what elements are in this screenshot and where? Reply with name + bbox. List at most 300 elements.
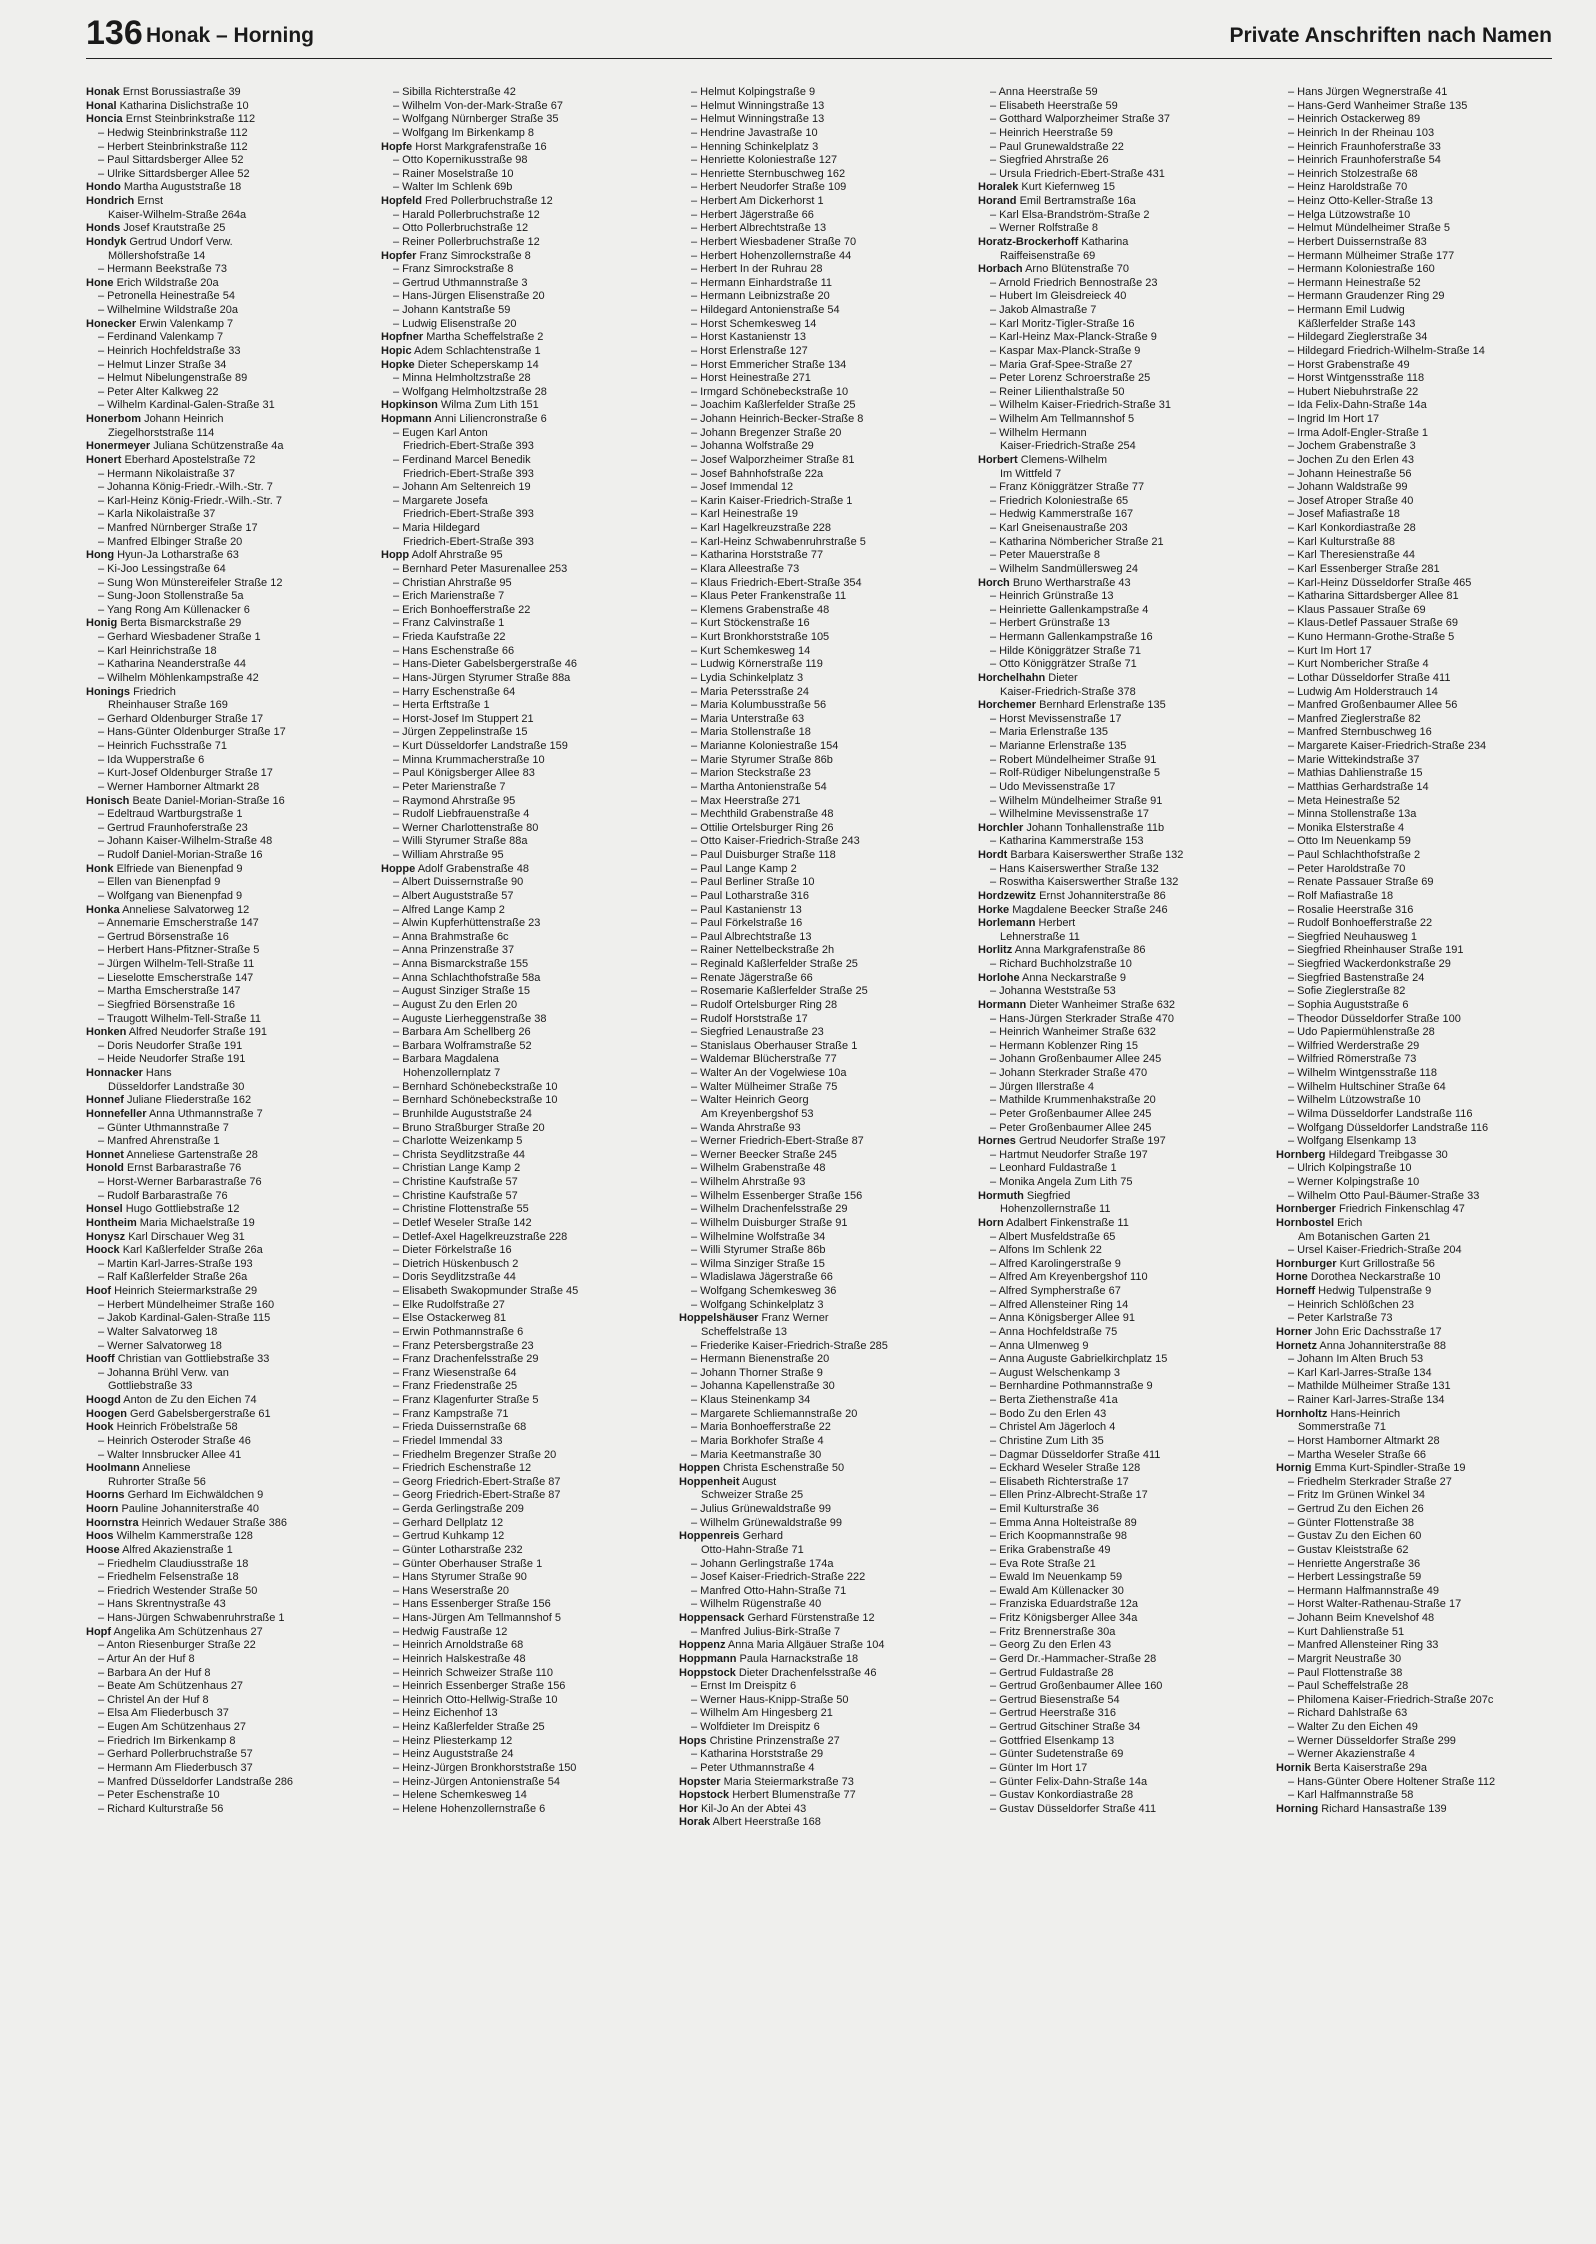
entry-text: – Siegfried Neuhausweg 1	[1288, 930, 1418, 943]
entry-text: – Günter Sudetenstraße 69	[990, 1748, 1124, 1761]
directory-entry	[679, 1694, 959, 1708]
entry-text: – Anna Brahmstraße 6c	[393, 930, 509, 943]
directory-entry	[679, 100, 959, 114]
entry-text: – Wilhelm Am Tellmannshof 5	[990, 413, 1135, 425]
entry-text: – Ferdinand Marcel Benedik	[393, 453, 531, 466]
directory-entry	[978, 440, 1258, 454]
directory-entry	[1276, 1639, 1556, 1653]
directory-entry	[381, 686, 661, 700]
entry-text: Adolf Grabenstraße 48	[417, 862, 529, 875]
entry-text: – Martha Weseler Straße 66	[1288, 1448, 1426, 1461]
directory-entry	[86, 1244, 366, 1258]
directory-entry	[86, 1435, 366, 1449]
directory-entry	[86, 1162, 366, 1176]
entry-text: Hildegard Treibgasse 30	[1328, 1148, 1448, 1161]
directory-entry	[1276, 100, 1556, 114]
directory-entry	[1276, 1667, 1556, 1681]
entry-text: – Hans-Jürgen Am Tellmannshof 5	[393, 1612, 561, 1624]
entry-text: – Margarete Schliemannstraße 20	[691, 1407, 858, 1420]
entry-text: – Werner Beecker Straße 245	[691, 1148, 837, 1161]
entry-text: Bruno Wertharstraße 43	[1012, 576, 1131, 589]
surname: Honysz	[86, 1230, 126, 1243]
entry-text: – Leonhard Fuldastraße 1	[990, 1162, 1117, 1175]
entry-text: – Hans-Jürgen Sterkrader Straße 470	[990, 1012, 1175, 1025]
directory-entry	[679, 1258, 959, 1272]
entry-text: – Margarete Josefa	[393, 494, 488, 507]
entry-text: – Rudolf Daniel-Morian-Straße 16	[98, 849, 263, 861]
directory-entry	[381, 236, 661, 250]
entry-text: – Johann Bregenzer Straße 20	[691, 426, 842, 439]
directory-entry	[978, 359, 1258, 373]
entry-text: – Yang Rong Am Küllenacker 6	[98, 603, 250, 616]
entry-text: – Maria Kolumbusstraße 56	[691, 699, 827, 712]
entry-text: – Heinrich Heerstraße 59	[990, 126, 1113, 139]
entry-text: – Alfons Im Schlenk 22	[990, 1244, 1102, 1257]
directory-entry	[86, 277, 366, 291]
directory-entry	[1276, 781, 1556, 795]
directory-entry	[86, 1776, 366, 1790]
directory-entry	[86, 563, 366, 577]
entry-text: – Hermann Nikolaistraße 37	[98, 467, 235, 480]
directory-entry	[1276, 549, 1556, 563]
entry-text: – Jochen Zu den Erlen 43	[1288, 453, 1414, 466]
entry-text: – Wilhelm Ahrstraße 93	[691, 1176, 806, 1188]
directory-entry	[86, 904, 366, 918]
entry-text: – Emma Anna Holteistraße 89	[990, 1516, 1137, 1529]
entry-text: – Richard Dahlstraße 63	[1288, 1707, 1408, 1720]
directory-entry	[1276, 481, 1556, 495]
entry-text: – Paul Berliner Straße 10	[691, 876, 815, 889]
entry-text: – Herbert Lessingstraße 59	[1288, 1571, 1422, 1584]
entry-text: – Hans Weserstraße 20	[393, 1584, 509, 1597]
entry-text: – Herbert Am Dickerhorst 1	[691, 195, 824, 207]
entry-text: – Stanislaus Oberhauser Straße 1	[691, 1039, 858, 1052]
entry-text: Friedrich-Ebert-Straße 393	[403, 535, 534, 548]
entry-text: – Udo Papiermühlenstraße 28	[1288, 1026, 1435, 1039]
directory-entry	[381, 740, 661, 754]
directory-entry	[381, 1626, 661, 1640]
entry-text: – Gerda Gerlingstraße 209	[393, 1503, 524, 1515]
entry-text: – Kurt Düsseldorfer Landstraße 159	[393, 740, 568, 752]
directory-entry	[86, 1612, 366, 1626]
entry-text: – Albert Duissernstraße 90	[393, 876, 524, 889]
directory-entry	[679, 1299, 959, 1313]
directory-entry	[679, 985, 959, 999]
entry-text: – Günter Oberhauser Straße 1	[393, 1557, 543, 1570]
entry-text: – Heinz Eichenhof 13	[393, 1707, 498, 1720]
entry-text: – Bernhardine Pothmannstraße 9	[990, 1380, 1153, 1393]
directory-entry	[86, 141, 366, 155]
directory-entry	[978, 1626, 1258, 1640]
entry-text: – Katharina Nömbericher Straße 21	[990, 535, 1164, 548]
surname: Hopf	[86, 1625, 112, 1638]
entry-text: Johann Tonhallenstraße 11b	[1026, 821, 1165, 834]
entry-text: – Wolfgang Nürnberger Straße 35	[393, 113, 559, 126]
directory-entry	[679, 972, 959, 986]
directory-entry	[978, 890, 1258, 904]
directory-entry	[1276, 1081, 1556, 1095]
column-1	[86, 86, 366, 2226]
directory-entry	[381, 999, 661, 1013]
directory-entry	[679, 304, 959, 318]
entry-text: – Rolf Mafiastraße 18	[1288, 889, 1394, 902]
entry-text: – Wanda Ahrstraße 93	[691, 1121, 801, 1134]
entry-text: Dieter Scheperskamp 14	[417, 358, 539, 371]
directory-entry	[679, 318, 959, 332]
entry-text: – Horst Grabenstraße 49	[1288, 358, 1410, 371]
directory-entry	[978, 1694, 1258, 1708]
entry-text: – Hermann Gallenkampstraße 16	[990, 631, 1153, 643]
directory-entry	[381, 1653, 661, 1667]
directory-entry	[86, 222, 366, 236]
directory-entry	[679, 863, 959, 877]
entry-text: – Manfred Julius-Birk-Straße 7	[691, 1625, 841, 1638]
surname: Horneff	[1276, 1285, 1316, 1297]
entry-text: – Otto Kopernikusstraße 98	[393, 154, 528, 167]
directory-entry	[679, 359, 959, 373]
entry-text: – Elisabeth Richterstraße 17	[990, 1475, 1129, 1488]
directory-entry	[86, 1544, 366, 1558]
directory-entry	[978, 822, 1258, 836]
directory-entry	[381, 958, 661, 972]
entry-text: – Helmut Winningstraße 13	[691, 99, 825, 112]
surname: Horning	[1276, 1802, 1319, 1815]
directory-entry	[978, 686, 1258, 700]
directory-entry	[679, 1217, 959, 1231]
directory-entry	[86, 468, 366, 482]
directory-entry	[978, 577, 1258, 591]
entry-text: – Klaus Friedrich-Ebert-Straße 354	[691, 576, 862, 589]
entry-text: Gerhard Fürstenstraße 12	[747, 1612, 875, 1624]
entry-text: – Alfred Karolingerstraße 9	[990, 1257, 1121, 1270]
entry-text: – Johann Heinestraße 56	[1288, 467, 1412, 480]
directory-entry	[1276, 1067, 1556, 1081]
directory-entry	[1276, 713, 1556, 727]
entry-text: – Herbert In der Ruhrau 28	[691, 263, 823, 276]
entry-text: Adolf Ahrstraße 95	[411, 549, 503, 562]
surname: Hoppe	[381, 862, 416, 875]
directory-entry	[978, 863, 1258, 877]
surname: Honal	[86, 99, 117, 112]
entry-text: – Heinrich Fraunhoferstraße 54	[1288, 154, 1441, 167]
directory-entry	[86, 290, 366, 304]
directory-entry	[978, 1517, 1258, 1531]
entry-text: – Harald Pollerbruchstraße 12	[393, 208, 540, 221]
directory-entry	[679, 468, 959, 482]
entry-text: Eberhard Apostelstraße 72	[124, 453, 256, 466]
surname: Hopkinson	[381, 399, 438, 412]
entry-text: – Horst-Josef Im Stuppert 21	[393, 712, 534, 725]
surname: Hornburger	[1276, 1257, 1337, 1270]
entry-text: – Johanna Weststraße 53	[990, 985, 1116, 998]
directory-entry	[86, 1285, 366, 1299]
directory-entry	[381, 904, 661, 918]
directory-entry	[86, 999, 366, 1013]
directory-entry	[978, 318, 1258, 332]
entry-text: – Ludwig Elisenstraße 20	[393, 317, 517, 330]
entry-text: – Wilhelmine Wildstraße 20a	[98, 304, 238, 316]
entry-text: – Doris Seydlitzstraße 44	[393, 1271, 516, 1284]
directory-entry	[86, 481, 366, 495]
directory-entry	[381, 1571, 661, 1585]
directory-entry	[86, 1340, 366, 1354]
entry-text: – Albert Auguststraße 57	[393, 889, 514, 902]
directory-entry	[381, 1380, 661, 1394]
directory-entry	[679, 522, 959, 536]
directory-entry	[1276, 508, 1556, 522]
directory-entry	[381, 1149, 661, 1163]
directory-entry	[1276, 1571, 1556, 1585]
directory-entry	[978, 508, 1258, 522]
entry-text: – Brunhilde Auguststraße 24	[393, 1107, 532, 1120]
directory-entry	[381, 1258, 661, 1272]
directory-entry	[978, 1040, 1258, 1054]
directory-entry	[978, 113, 1258, 127]
surname: Hoppenreis	[679, 1530, 740, 1543]
directory-entry	[978, 699, 1258, 713]
entry-text: Juliana Schützenstraße 4a	[153, 440, 284, 453]
directory-entry	[381, 1135, 661, 1149]
directory-entry	[86, 1312, 366, 1326]
entry-text: – Anna Auguste Gabrielkirchplatz 15	[990, 1353, 1168, 1366]
surname: Hoos	[86, 1530, 114, 1543]
entry-text: – Rudolf Bonhoefferstraße 22	[1288, 917, 1433, 930]
directory-entry	[978, 1394, 1258, 1408]
directory-entry	[978, 1598, 1258, 1612]
directory-entry	[381, 1340, 661, 1354]
entry-text: Ernst Johanniterstraße 86	[1039, 889, 1166, 902]
directory-entry	[679, 508, 959, 522]
entry-text: – Ursel Kaiser-Friedrich-Straße 204	[1288, 1244, 1462, 1257]
directory-entry	[1276, 686, 1556, 700]
entry-text: – Barbara An der Huf 8	[98, 1666, 211, 1679]
directory-entry	[1276, 1217, 1556, 1231]
directory-entry	[86, 740, 366, 754]
entry-text: – Hans Skrentnystraße 43	[98, 1598, 226, 1611]
directory-entry	[381, 522, 661, 536]
entry-text: Angelika Am Schützenhaus 27	[113, 1625, 263, 1638]
entry-text: – Walter Im Schlenk 69b	[393, 181, 513, 194]
entry-text: Berta Bismarckstraße 29	[120, 617, 242, 630]
surname: Hoogd	[86, 1394, 121, 1406]
entry-text: – Herbert Hohenzollernstraße 44	[691, 249, 852, 262]
directory-entry	[381, 1585, 661, 1599]
directory-entry	[679, 1326, 959, 1340]
directory-entry	[381, 1244, 661, 1258]
directory-entry	[381, 1476, 661, 1490]
entry-text: – Kaspar Max-Planck-Straße 9	[990, 344, 1141, 357]
entry-text: – Karl Karl-Jarres-Straße 134	[1288, 1366, 1432, 1379]
entry-text: – Hildegard Antonienstraße 54	[691, 304, 840, 316]
directory-entry	[1276, 1094, 1556, 1108]
entry-text: – Hans-Gerd Wanheimer Straße 135	[1288, 99, 1468, 112]
directory-entry	[1276, 863, 1556, 877]
directory-entry	[86, 113, 366, 127]
directory-entry	[679, 1503, 959, 1517]
entry-text: – Herbert Grünstraße 13	[990, 617, 1110, 630]
directory-entry	[679, 1667, 959, 1681]
directory-entry	[679, 1558, 959, 1572]
directory-entry	[679, 1816, 959, 1830]
entry-text: – Berta Ziethenstraße 41a	[990, 1394, 1118, 1406]
directory-entry	[381, 304, 661, 318]
surname: Horak	[679, 1816, 711, 1829]
directory-entry	[1276, 468, 1556, 482]
directory-entry	[978, 549, 1258, 563]
entry-text: – Peter Eschenstraße 10	[98, 1789, 220, 1802]
directory-entry	[86, 454, 366, 468]
entry-text: – Heinrich Hochfeldstraße 33	[98, 344, 241, 357]
entry-text: – Ottilie Ortelsburger Ring 26	[691, 821, 834, 834]
entry-text: – Gerhard Dellplatz 12	[393, 1516, 504, 1529]
directory-entry	[381, 1067, 661, 1081]
entry-text: – Margrit Neustraße 30	[1288, 1652, 1402, 1665]
directory-entry	[978, 1217, 1258, 1231]
entry-text: – Rudolf Ortelsburger Ring 28	[691, 998, 838, 1011]
entry-text: – Hubert Niebuhrstraße 22	[1288, 385, 1419, 398]
directory-entry	[679, 1162, 959, 1176]
directory-entry	[1276, 1449, 1556, 1463]
surname: Honold	[86, 1162, 124, 1175]
directory-entry	[978, 345, 1258, 359]
entry-text: – Philomena Kaiser-Friedrich-Straße 207c	[1288, 1693, 1494, 1706]
directory-entry	[381, 100, 661, 114]
entry-text: – Anna Hochfeldstraße 75	[990, 1325, 1118, 1338]
entry-text: – Anna Heerstraße 59	[990, 86, 1098, 98]
entry-text: – Johanna Brühl Verw. van	[98, 1366, 229, 1379]
entry-text: – Wilhelmine Wolfstraße 34	[691, 1230, 826, 1243]
entry-text: Otto-Hahn-Straße 71	[701, 1543, 804, 1556]
directory-entry	[86, 1803, 366, 1817]
directory-entry	[1276, 904, 1556, 918]
entry-text: – Günter Flottenstraße 38	[1288, 1516, 1414, 1529]
surname: Horke	[978, 903, 1010, 916]
directory-entry	[978, 1271, 1258, 1285]
directory-entry	[1276, 1285, 1556, 1299]
directory-entry	[1276, 1258, 1556, 1272]
directory-entry	[679, 1462, 959, 1476]
directory-entry	[679, 563, 959, 577]
directory-entry	[978, 399, 1258, 413]
entry-text: – Kurt-Josef Oldenburger Straße 17	[98, 767, 273, 780]
directory-entry	[86, 1517, 366, 1531]
directory-entry	[86, 372, 366, 386]
directory-entry	[978, 658, 1258, 672]
directory-entry	[978, 1244, 1258, 1258]
directory-entry	[679, 999, 959, 1013]
directory-entry	[86, 359, 366, 373]
entry-text: – Kurt Stöckenstraße 16	[691, 617, 810, 630]
directory-entry	[679, 413, 959, 427]
entry-text: Hohenzollernplatz 7	[403, 1067, 501, 1079]
entry-text: – Josef Atroper Straße 40	[1288, 494, 1414, 507]
entry-text: – Henning Schinkelplatz 3	[691, 140, 819, 153]
surname: Hormuth	[978, 1189, 1024, 1202]
entry-text: – Hilde Königgrätzer Straße 71	[990, 644, 1142, 657]
entry-text: – Henriette Koloniestraße 127	[691, 154, 838, 167]
entry-text: – Heinrich Arnoldstraße 68	[393, 1639, 524, 1652]
entry-text: – Christa Seydlitzstraße 44	[393, 1148, 526, 1161]
directory-entry	[1276, 290, 1556, 304]
entry-text: – Marie Wittekindstraße 37	[1288, 753, 1420, 766]
entry-text: – Eugen Am Schützenhaus 27	[98, 1721, 246, 1733]
column-3	[679, 86, 959, 2226]
directory-entry	[978, 1476, 1258, 1490]
directory-entry	[381, 1203, 661, 1217]
directory-entry	[978, 1353, 1258, 1367]
directory-entry	[679, 1312, 959, 1326]
entry-text: – Arnold Friedrich Bennostraße 23	[990, 276, 1158, 289]
entry-text: – Rainer Karl-Jarres-Straße 134	[1288, 1394, 1445, 1406]
directory-entry	[381, 795, 661, 809]
entry-text: – Bernhard Schönebeckstraße 10	[393, 1094, 558, 1107]
entry-text: – Wilhelm Drachenfelsstraße 29	[691, 1203, 848, 1216]
directory-entry	[679, 686, 959, 700]
directory-entry	[381, 290, 661, 304]
directory-entry	[679, 454, 959, 468]
entry-text: – Kuno Hermann-Grothe-Straße 5	[1288, 631, 1455, 643]
directory-entry	[86, 1707, 366, 1721]
entry-text: – Wilhelm Kaiser-Friedrich-Straße 31	[990, 399, 1171, 412]
directory-entry	[381, 1081, 661, 1095]
surname: Hoppenz	[679, 1639, 726, 1652]
directory-entry	[978, 1135, 1258, 1149]
directory-entry	[1276, 672, 1556, 686]
directory-entry	[1276, 495, 1556, 509]
entry-text: – Hubert Im Gleisdreieck 40	[990, 290, 1127, 303]
directory-entry	[381, 944, 661, 958]
entry-text: Gerd Gabelsbergerstraße 61	[130, 1407, 271, 1420]
surname: Honcia	[86, 113, 123, 126]
directory-entry	[86, 1094, 366, 1108]
entry-text: – Werner Akazienstraße 4	[1288, 1748, 1415, 1761]
directory-entry	[381, 672, 661, 686]
entry-text: – Eckhard Weseler Straße 128	[990, 1462, 1141, 1475]
entry-text: – Anna Ulmenweg 9	[990, 1339, 1089, 1352]
directory-entry	[86, 168, 366, 182]
directory-entry	[1276, 808, 1556, 822]
directory-entry	[978, 767, 1258, 781]
entry-text: – Herbert Duissernstraße 83	[1288, 235, 1427, 248]
entry-text: – Irmgard Schönebeckstraße 10	[691, 385, 849, 398]
entry-text: – Katharina Horststraße 29	[691, 1748, 824, 1761]
entry-text: – Albert Musfeldstraße 65	[990, 1230, 1116, 1243]
directory-entry	[1276, 1530, 1556, 1544]
entry-text: – Paul Schlachthofstraße 2	[1288, 849, 1421, 861]
entry-text: – Udo Mevissenstraße 17	[990, 780, 1116, 793]
entry-text: – Helmut Winningstraße 13	[691, 113, 825, 126]
directory-entry	[978, 1748, 1258, 1762]
entry-text: – Rosalie Heerstraße 316	[1288, 903, 1414, 916]
directory-entry	[978, 304, 1258, 318]
directory-entry	[978, 1258, 1258, 1272]
entry-text: – Mathilde Krummenhakstraße 20	[990, 1094, 1156, 1107]
directory-entry	[1276, 1040, 1556, 1054]
entry-text: – Ingrid Im Hort 17	[1288, 413, 1380, 425]
surname: Hoppensack	[679, 1612, 745, 1624]
directory-entry	[1276, 1149, 1556, 1163]
entry-text: – Werner Kolpingstraße 10	[1288, 1176, 1420, 1188]
directory-entry	[381, 345, 661, 359]
directory-entry	[1276, 645, 1556, 659]
entry-text: – Barbara Wolframstraße 52	[393, 1039, 532, 1052]
directory-entry	[86, 645, 366, 659]
directory-entry	[86, 1176, 366, 1190]
entry-text: – Annemarie Emscherstraße 147	[98, 917, 259, 930]
entry-text: Clemens-Wilhelm	[1020, 453, 1107, 466]
surname: Hordt	[978, 849, 1008, 861]
entry-text: – Ulrich Kolpingstraße 10	[1288, 1162, 1412, 1175]
